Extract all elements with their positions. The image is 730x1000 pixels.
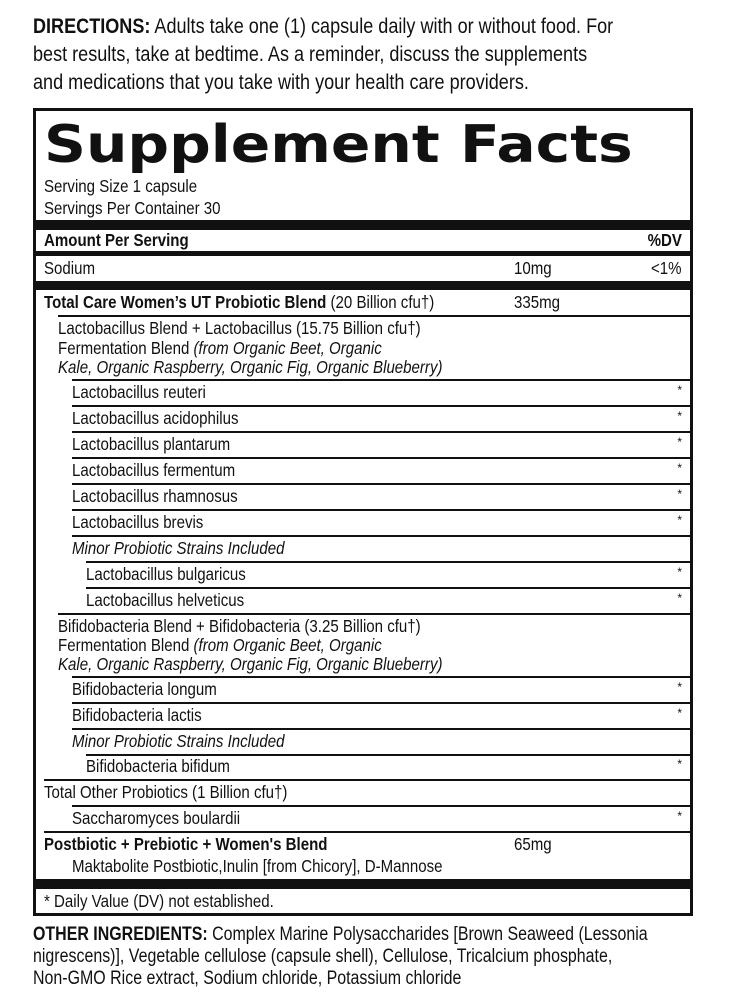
lacto-blend-line-3: Kale, Organic Raspberry, Organic Fig, Organic Blueberry) xyxy=(58,357,443,377)
dv-star: * xyxy=(677,565,682,579)
postbiotic-amount: 65mg xyxy=(514,834,552,854)
dv-star: * xyxy=(677,513,682,527)
thick-divider-2 xyxy=(36,281,690,290)
row-rule xyxy=(86,587,690,589)
row-rule xyxy=(72,805,690,807)
lacto-blend-line-2: Fermentation Blend (from Organic Beet, Organic xyxy=(58,338,382,358)
servings-per-container: Servings Per Container 30 xyxy=(44,198,221,218)
row-rule xyxy=(86,561,690,563)
serving-size: Serving Size 1 capsule xyxy=(44,176,198,196)
directions-line-3: and medications that you take with your health care providers. xyxy=(33,70,529,94)
lacto-minor-1: Lactobacillus bulgaricus xyxy=(86,564,246,584)
dv-star: * xyxy=(677,706,682,720)
bifido-strain-2: Bifidobacteria lactis xyxy=(72,705,202,725)
other-ingredients-label: OTHER INGREDIENTS: xyxy=(33,924,208,945)
footnote: * Daily Value (DV) not established. xyxy=(44,891,274,911)
dv-star: * xyxy=(677,591,682,605)
postbiotic-name: Postbiotic + Prebiotic + Women's Blend xyxy=(44,834,328,854)
bifido-blend-line-2: Fermentation Blend (from Organic Beet, Organic xyxy=(58,635,382,655)
row-rule xyxy=(72,457,690,459)
directions-text xyxy=(33,12,723,96)
dv-star: * xyxy=(677,757,682,771)
dv-star: * xyxy=(677,809,682,823)
row-rule xyxy=(72,676,690,678)
lacto-strain-4: Lactobacillus fermentum xyxy=(72,460,236,480)
lacto-strain-6: Lactobacillus brevis xyxy=(72,512,204,532)
directions-label: DIRECTIONS: xyxy=(33,14,151,38)
other-probiotics: Total Other Probiotics (1 Billion cfu†) xyxy=(44,782,288,802)
row-rule xyxy=(72,509,690,511)
bifido-blend-line-1: Bifidobacteria Blend + Bifidobacteria (3.25 Billion cfu†) xyxy=(58,616,421,636)
lacto-blend-line-1: Lactobacillus Blend + Lactobacillus (15.75 Billion cfu†) xyxy=(58,318,421,338)
dv-star: * xyxy=(677,461,682,475)
lacto-strain-3: Lactobacillus plantarum xyxy=(72,434,231,454)
row-rule xyxy=(72,431,690,433)
sodium-name: Sodium xyxy=(44,258,96,278)
other-strain-1: Saccharomyces boulardii xyxy=(72,808,241,828)
other-ingredients-line-2: nigrescens)], Vegetable cellulose (capsule shell), Cellulose, Tricalcium phosphate, xyxy=(33,946,613,967)
amount-per-serving-header: Amount Per Serving xyxy=(44,230,189,250)
total-blend-name: Total Care Women’s UT Probiotic Blend (20 Billion cfu†) xyxy=(44,292,435,312)
sodium-dv: <1% xyxy=(651,258,682,278)
sodium-amount: 10mg xyxy=(514,258,552,278)
row-rule xyxy=(72,728,690,730)
row-rule xyxy=(72,405,690,407)
directions-line-2: best results, take at bedtime. As a reminder, discuss the supplements xyxy=(33,42,588,66)
postbiotic-detail: Maktabolite Postbiotic,Inulin [from Chicory], D-Mannose xyxy=(72,856,443,876)
dv-star: * xyxy=(677,383,682,397)
medium-divider xyxy=(36,251,690,256)
row-rule xyxy=(72,702,690,704)
row-rule xyxy=(58,613,690,615)
lacto-strain-5: Lactobacillus rhamnosus xyxy=(72,486,238,506)
thick-divider-3 xyxy=(36,879,690,889)
directions-line-1: Adults take one (1) capsule daily with or without food. For xyxy=(150,14,614,38)
bifido-minor-1: Bifidobacteria bifidum xyxy=(86,756,230,776)
bifido-minor-label: Minor Probiotic Strains Included xyxy=(72,731,285,751)
dv-header: %DV xyxy=(647,230,682,250)
minor-strains-label: Minor Probiotic Strains Included xyxy=(72,538,285,558)
row-rule xyxy=(72,535,690,537)
lacto-strain-1: Lactobacillus reuteri xyxy=(72,382,206,402)
row-rule xyxy=(58,315,690,317)
row-rule xyxy=(44,831,690,833)
bifido-blend-line-3: Kale, Organic Raspberry, Organic Fig, Organic Blueberry) xyxy=(58,654,443,674)
facts-title: Supplement Facts xyxy=(44,115,633,175)
thick-divider xyxy=(36,220,690,230)
other-ingredients-text xyxy=(33,924,723,990)
lacto-strain-2: Lactobacillus acidophilus xyxy=(72,408,239,428)
bifido-strain-1: Bifidobacteria longum xyxy=(72,679,217,699)
row-rule xyxy=(72,483,690,485)
total-blend-amount: 335mg xyxy=(514,292,561,312)
dv-star: * xyxy=(677,487,682,501)
row-rule xyxy=(72,379,690,381)
dv-star: * xyxy=(677,435,682,449)
other-ingredients-line-3: Non-GMO Rice extract, Sodium chloride, Potassium chloride xyxy=(33,968,462,989)
dv-star: * xyxy=(677,680,682,694)
dv-star: * xyxy=(677,409,682,423)
supplement-facts-panel xyxy=(33,108,693,916)
other-ingredients-line-1: Complex Marine Polysaccharides [Brown Seaweed (Lessonia xyxy=(207,924,648,945)
row-rule xyxy=(44,779,690,781)
lacto-minor-2: Lactobacillus helveticus xyxy=(86,590,245,610)
